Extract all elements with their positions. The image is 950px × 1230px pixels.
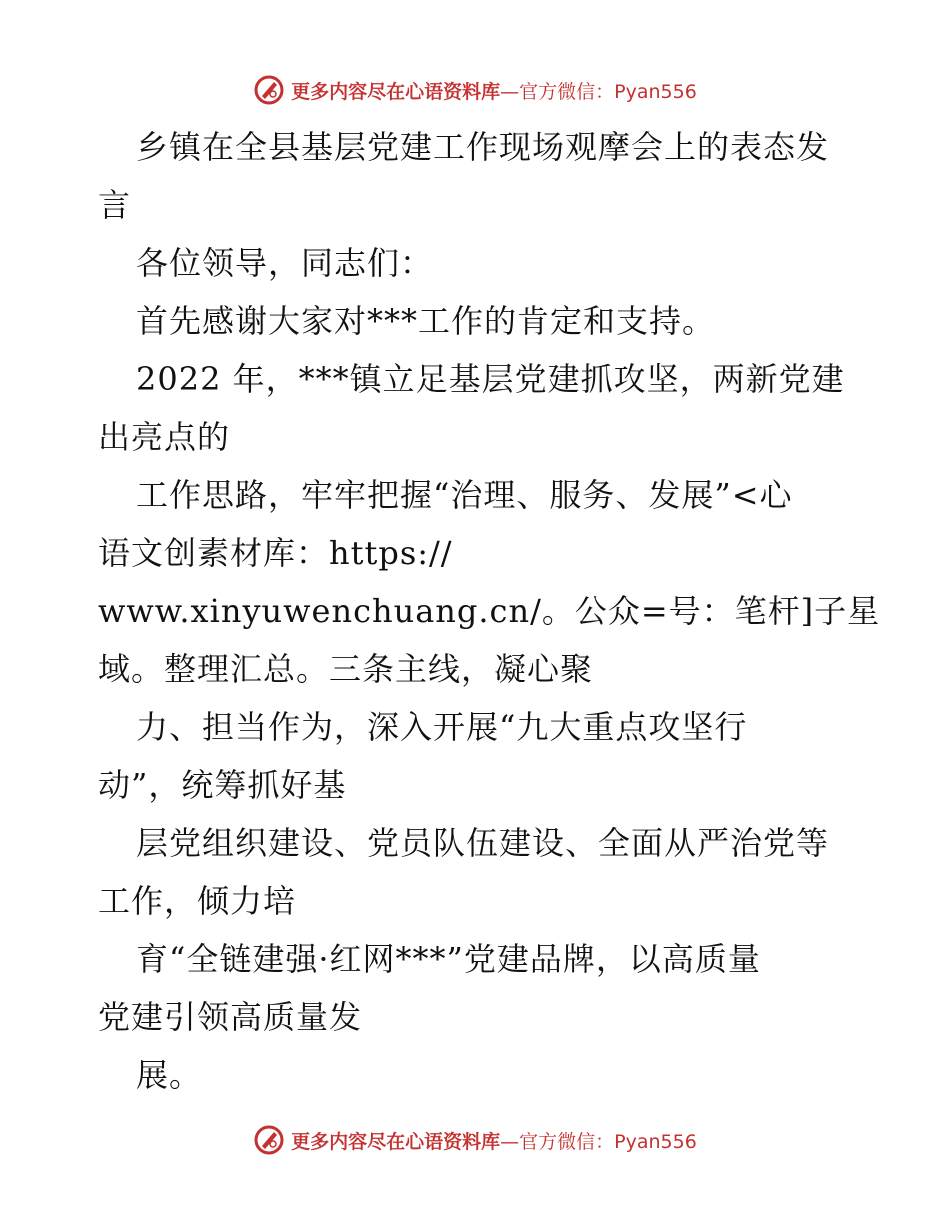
document-line: 动”，统筹抓好基 (98, 766, 347, 804)
document-line: www.xinyuwenchuang.cn/。公众=号：笔杆]子星 (98, 592, 881, 630)
document-line: 层党组织建设、党员队伍建设、全面从严治党等 (136, 824, 830, 862)
pen-circle-logo-icon (253, 74, 285, 106)
banner-wechat-text: —官方微信：Pyan556 (500, 1130, 697, 1153)
document-line: 2022 年，***镇立足基层党建抓攻坚，两新党建 (136, 360, 845, 398)
document-line: 各位领导，同志们： (136, 244, 434, 282)
banner-wechat-text: —官方微信：Pyan556 (500, 80, 697, 103)
document-line: 工作，倾力培 (98, 882, 297, 920)
document-line: 展。 (136, 1056, 203, 1094)
document-line: 工作思路，牢牢把握“治理、服务、发展”<心 (136, 476, 793, 514)
document-line: 语文创素材库：https:// (98, 534, 453, 572)
document-line: 域。整理汇总。三条主线，凝心聚 (98, 650, 594, 688)
header-watermark-banner (0, 70, 950, 110)
document-line: 育“全链建强·红网***”党建品牌，以高质量 (136, 940, 761, 978)
banner-main-text: 更多内容尽在心语资料库 (291, 80, 501, 103)
document-body (98, 118, 881, 1104)
document-line: 言 (98, 186, 132, 224)
document-line: 乡镇在全县基层党建工作现场观摩会上的表态发 (136, 128, 830, 166)
banner-main-text: 更多内容尽在心语资料库 (291, 1130, 501, 1153)
footer-watermark-banner (0, 1120, 950, 1160)
document-line: 出亮点的 (98, 418, 231, 456)
pen-circle-logo-icon (253, 1124, 285, 1156)
document-line: 力、担当作为，深入开展“九大重点攻坚行 (136, 708, 748, 746)
document-line: 首先感谢大家对***工作的肯定和支持。 (136, 302, 716, 340)
document-line: 党建引领高质量发 (98, 998, 363, 1036)
